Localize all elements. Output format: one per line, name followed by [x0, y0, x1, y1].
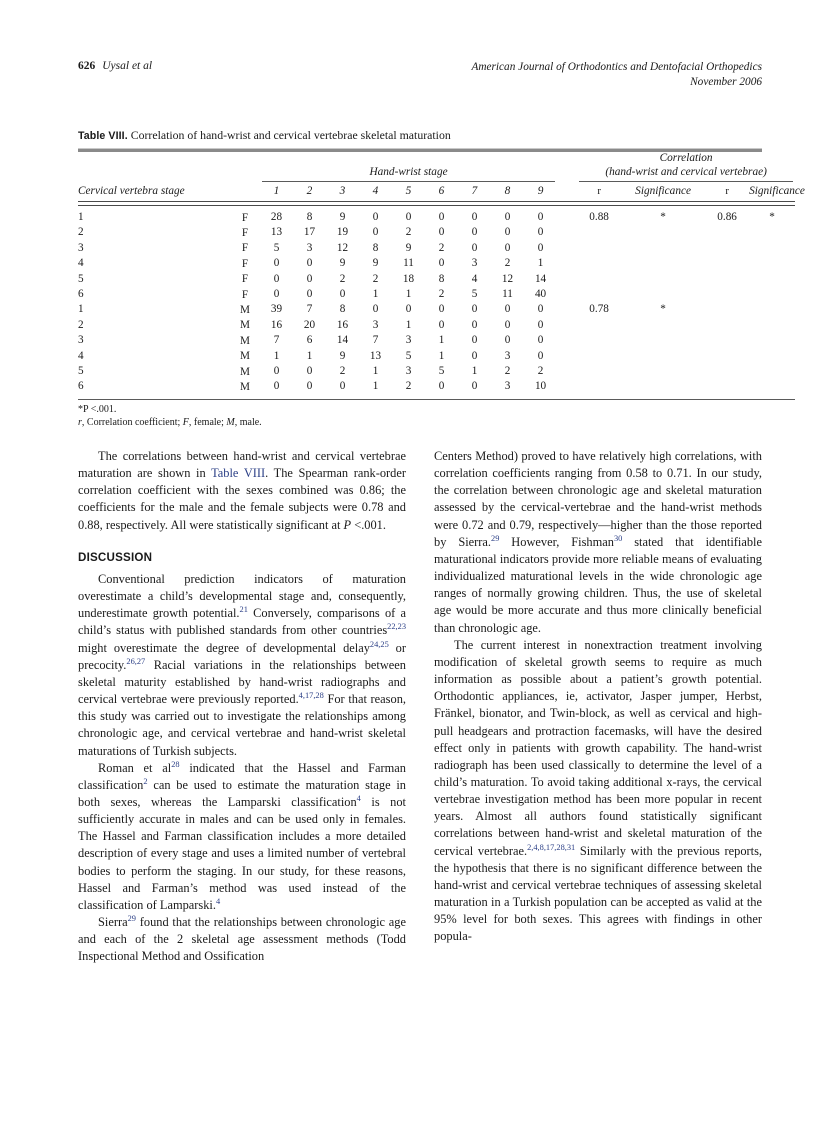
cell-significance-2 — [749, 348, 795, 363]
cell-spacer — [557, 348, 577, 363]
cell-hand-wrist-stage-1: 1 — [273, 349, 280, 362]
reference-29[interactable]: 29 — [127, 913, 136, 923]
cell-r-1 — [577, 333, 621, 348]
cell-cervical-stage: 2 — [78, 226, 84, 239]
cell-hand-wrist-stage-3: 9 — [339, 257, 346, 270]
cell-spacer — [557, 333, 577, 348]
cell-significance-2 — [749, 363, 795, 378]
cell-spacer — [557, 379, 577, 394]
cell-hand-wrist-stage-5: 2 — [405, 380, 412, 393]
cell-hand-wrist-stage-2: 0 — [306, 287, 313, 300]
cell-sex: F — [241, 257, 249, 270]
cell-cervical-stage: 6 — [78, 380, 84, 393]
cell-hand-wrist-stage-3: 0 — [339, 287, 346, 300]
cell-hand-wrist-stage-5: 3 — [405, 364, 412, 377]
cell-hand-wrist-stage-6: 0 — [438, 303, 445, 316]
cell-hand-wrist-stage-9: 40 — [534, 287, 547, 300]
cell-hand-wrist-stage-9: 2 — [537, 364, 544, 377]
cell-r-2 — [705, 240, 749, 255]
cell-spacer — [557, 271, 577, 286]
group-header-correlation — [577, 152, 795, 185]
cell-hand-wrist-stage-5: 5 — [405, 349, 412, 362]
cell-r-1 — [577, 286, 621, 301]
cell-hand-wrist-stage-5: 18 — [402, 272, 415, 285]
cell-spacer — [557, 317, 577, 332]
right-column — [434, 448, 762, 946]
text-run: The current interest in nonextraction treatment involving modification of skeletal growth seems to require as much information as possible about a patient’s growth potential. Orthodontic appliances, ie, activator, Jasper jumper, Herbst, Fränkel, bionator, and Twin-block, as well as cervical and high-pull headgears and protraction facemasks, will have the desired effect only in patients with growth capability. The hand-wrist radiograph has been used classically to determine the level of a child’s maturation. To avoid taking additional x-rays, the cervical vertebrae investigation method has been more popular in recent years. Almost all authors found statistically significant correlations between hand-wrist and skeletal maturation of the cervical vertebrae. — [434, 637, 762, 858]
table-row — [78, 206, 795, 225]
cell-hand-wrist-stage-3: 8 — [339, 303, 346, 316]
text-run: indicated that the Hassel and Farman classification — [78, 760, 406, 792]
cell-r-2 — [705, 302, 749, 317]
journal-title: American Journal of Orthodontics and Dentofacial Orthopedics — [471, 61, 762, 73]
text-run: can be used to estimate the maturation stage in both sexes, whereas the Lamparski classification — [78, 777, 406, 809]
cell-hand-wrist-stage-8: 0 — [504, 211, 511, 223]
cell-spacer — [557, 302, 577, 317]
text-run: or precocity. — [78, 640, 406, 672]
cell-r-2 — [705, 348, 749, 363]
paragraph-sierra — [78, 914, 406, 965]
text-run: Conventional prediction indicators of maturation overestimate a child’s developmental stage and, consequently, underestimate growth potential. — [78, 571, 406, 621]
cell-hand-wrist-stage-5: 0 — [405, 211, 412, 223]
cell-hand-wrist-stage-7: 1 — [471, 364, 478, 377]
column-header-hw-9: 9 — [537, 185, 544, 197]
text-run: . The Spearman rank-order correlation coefficient with the sexes combined was 0.86; the coefficients for the male and the female subjects were 0.78 and 0.88, respectively. All were statistically significant at — [78, 466, 406, 532]
reference-26-27[interactable]: 26,27 — [126, 656, 146, 666]
cell-sex: M — [240, 319, 250, 332]
cell-significance-2 — [749, 286, 795, 301]
cell-significance-1 — [621, 286, 705, 301]
cell-spacer — [557, 286, 577, 301]
abbrev-m: M — [226, 417, 235, 429]
cell-r-1: 0.88 — [589, 211, 609, 223]
cell-significance-1 — [621, 256, 705, 271]
cell-spacer — [557, 363, 577, 378]
cell-hand-wrist-stage-3: 2 — [339, 364, 346, 377]
cell-significance-1 — [621, 379, 705, 394]
table-group-header-row — [78, 152, 795, 185]
page-folio: 626 — [78, 60, 96, 72]
text-run: Racial variations in the relationships between skeletal maturity established by hand-wrist radiographs and cervical vertebrae were previously reported. — [78, 657, 406, 707]
cell-spacer — [557, 206, 577, 225]
cell-significance-2: * — [769, 211, 775, 223]
text-run: <.001. — [351, 517, 386, 532]
cell-r-1: 0.78 — [589, 303, 609, 316]
cell-hand-wrist-stage-4: 1 — [372, 364, 379, 377]
cell-hand-wrist-stage-9: 0 — [537, 349, 544, 362]
cell-hand-wrist-stage-7: 0 — [471, 318, 478, 331]
cell-hand-wrist-stage-5: 0 — [405, 303, 412, 316]
table-column-header-row — [78, 185, 795, 201]
table-viii-link[interactable]: Table VIII — [211, 466, 266, 481]
cell-hand-wrist-stage-1: 5 — [273, 241, 280, 254]
column-header-r-1: r — [597, 186, 601, 197]
column-header-significance-1: Significance — [635, 185, 692, 197]
text-run: The correlations between hand-wrist and cervical vertebrae maturation are shown in — [78, 449, 406, 481]
table-row — [78, 225, 795, 240]
cell-hand-wrist-stage-3: 16 — [336, 318, 349, 331]
running-head-left — [78, 60, 152, 72]
cell-r-1 — [577, 348, 621, 363]
cell-significance-2 — [749, 225, 795, 240]
cell-hand-wrist-stage-2: 20 — [303, 318, 316, 331]
cell-r-2 — [705, 363, 749, 378]
cell-hand-wrist-stage-3: 12 — [336, 241, 349, 254]
cell-significance-1 — [621, 333, 705, 348]
group-header-hand-wrist: Hand-wrist stage — [260, 152, 557, 185]
text-run: might overestimate the degree of developmental delay — [78, 640, 370, 655]
cell-cervical-stage: 5 — [78, 272, 84, 285]
reference-29-sierra[interactable]: 29 — [491, 533, 500, 543]
cell-spacer — [557, 240, 577, 255]
cell-significance-2 — [749, 256, 795, 271]
table-row — [78, 256, 795, 271]
table-row — [78, 333, 795, 348]
cell-significance-1 — [621, 348, 705, 363]
abbrev-r: r — [78, 417, 82, 429]
reference-4-17-28[interactable]: 4,17,28 — [298, 690, 324, 700]
cell-r-1 — [577, 225, 621, 240]
cell-hand-wrist-stage-9: 1 — [537, 257, 544, 270]
cell-cervical-stage: 6 — [78, 287, 84, 300]
column-header-significance-2: Significance — [749, 185, 805, 197]
cell-cervical-stage: 2 — [78, 318, 84, 331]
cell-significance-2 — [749, 379, 795, 394]
table-viii — [78, 128, 805, 430]
cell-hand-wrist-stage-5: 11 — [403, 257, 414, 270]
table-footnote-abbreviations — [78, 416, 762, 429]
column-header-stub: Cervical vertebra stage — [78, 185, 185, 197]
cell-hand-wrist-stage-9: 0 — [537, 226, 544, 239]
abbrev-r-def: , Correlation coefficient; — [81, 417, 183, 429]
cell-hand-wrist-stage-1: 0 — [273, 287, 280, 300]
cell-significance-1 — [621, 225, 705, 240]
left-column — [78, 448, 406, 966]
table-row — [78, 379, 795, 394]
table-label: Table VIII. — [78, 130, 128, 142]
cell-spacer — [557, 225, 577, 240]
cell-hand-wrist-stage-6: 1 — [438, 334, 445, 347]
cell-hand-wrist-stage-7: 3 — [471, 257, 478, 270]
cell-r-1 — [577, 256, 621, 271]
reference-2-4-8-17-28-31[interactable]: 2,4,8,17,28,31 — [527, 842, 576, 852]
cell-hand-wrist-stage-4: 9 — [372, 257, 379, 270]
cell-hand-wrist-stage-9: 14 — [534, 272, 547, 285]
reference-24-25[interactable]: 24,25 — [369, 639, 389, 649]
cell-sex: F — [241, 273, 249, 286]
cell-r-1 — [577, 317, 621, 332]
cell-hand-wrist-stage-9: 0 — [537, 303, 544, 316]
running-head-right — [471, 60, 762, 90]
cell-cervical-stage: 3 — [78, 241, 84, 254]
abbrev-f: F — [182, 417, 189, 429]
running-head — [78, 60, 762, 100]
table-grid — [78, 152, 805, 400]
text-run: is not sufficiently accurate in males and can be used only in females. The Hassel and Farman classification includes a more detailed description of every stage and uses a limited number of vertebral bodies to perform the staging. In our study, for these reasons, Hassel and Farman’s method was used instead of the classification of Lamparski. — [78, 794, 407, 912]
cell-significance-1: * — [660, 211, 666, 223]
cell-hand-wrist-stage-7: 4 — [471, 272, 478, 285]
column-header-hw-4: 4 — [372, 185, 379, 197]
column-header-r-2: r — [725, 186, 729, 197]
cell-hand-wrist-stage-8: 0 — [504, 226, 511, 239]
cell-hand-wrist-stage-3: 2 — [339, 272, 346, 285]
cell-r-2 — [705, 286, 749, 301]
cell-hand-wrist-stage-8: 2 — [504, 364, 511, 377]
cell-hand-wrist-stage-7: 0 — [471, 226, 478, 239]
cell-r-1 — [577, 379, 621, 394]
cell-hand-wrist-stage-1: 0 — [273, 364, 280, 377]
paragraph-roman-classification — [78, 760, 406, 914]
cell-hand-wrist-stage-4: 2 — [372, 272, 379, 285]
cell-cervical-stage: 1 — [78, 211, 84, 223]
cell-hand-wrist-stage-6: 2 — [438, 287, 445, 300]
cell-hand-wrist-stage-2: 0 — [306, 380, 313, 393]
cell-hand-wrist-stage-8: 3 — [504, 349, 511, 362]
cell-significance-2 — [749, 302, 795, 317]
cell-sex: M — [240, 334, 250, 347]
cell-hand-wrist-stage-2: 3 — [306, 241, 313, 254]
cell-hand-wrist-stage-6: 0 — [438, 257, 445, 270]
cell-hand-wrist-stage-6: 0 — [438, 211, 445, 223]
table-row — [78, 302, 795, 317]
text-run: Roman et al — [98, 760, 172, 775]
reference-30[interactable]: 30 — [613, 533, 623, 543]
cell-hand-wrist-stage-8: 11 — [502, 287, 513, 300]
cell-hand-wrist-stage-4: 3 — [372, 318, 379, 331]
cell-significance-2 — [749, 271, 795, 286]
abbrev-m-def: , male. — [234, 417, 262, 429]
cell-cervical-stage: 1 — [78, 303, 84, 316]
cell-hand-wrist-stage-8: 12 — [501, 272, 514, 285]
cell-hand-wrist-stage-7: 0 — [471, 211, 478, 223]
cell-hand-wrist-stage-3: 14 — [336, 334, 349, 347]
column-header-hw-1: 1 — [273, 185, 280, 197]
cell-hand-wrist-stage-1: 7 — [273, 334, 280, 347]
cell-hand-wrist-stage-1: 16 — [270, 318, 283, 331]
cell-hand-wrist-stage-2: 0 — [306, 272, 313, 285]
cell-hand-wrist-stage-9: 0 — [537, 334, 544, 347]
cell-r-2 — [705, 317, 749, 332]
cell-significance-1 — [621, 271, 705, 286]
cell-significance-2 — [749, 333, 795, 348]
cell-hand-wrist-stage-1: 0 — [273, 272, 280, 285]
paragraph-centers-method — [434, 448, 762, 637]
cell-r-2 — [705, 225, 749, 240]
cell-hand-wrist-stage-6: 1 — [438, 349, 445, 362]
table-row — [78, 286, 795, 301]
paragraph-nonextraction-treatment — [434, 637, 762, 946]
cell-hand-wrist-stage-8: 2 — [504, 257, 511, 270]
text-run: found that the relationships between chronologic age and each of the 2 skeletal age assessment methods (Todd Inspectional Method and Ossification — [78, 915, 406, 964]
cell-hand-wrist-stage-3: 9 — [339, 211, 346, 223]
cell-sex: F — [241, 211, 249, 224]
cell-hand-wrist-stage-6: 8 — [438, 272, 445, 285]
cell-hand-wrist-stage-8: 3 — [504, 380, 511, 393]
cell-hand-wrist-stage-2: 6 — [306, 334, 313, 347]
cell-significance-1 — [621, 240, 705, 255]
cell-hand-wrist-stage-4: 1 — [372, 380, 379, 393]
text-run: Similarly with the previous reports, the hypothesis that there is no significant difference between the hand-wrist and cervical vertebrae techniques of assessing skeletal maturation in a Turkish population can be accepted as valid at the 95% level for both sexes. This agrees with findings in other popula- — [434, 843, 763, 944]
cell-hand-wrist-stage-2: 0 — [306, 257, 313, 270]
table-row — [78, 363, 795, 378]
body-columns — [78, 448, 762, 1068]
table-row — [78, 348, 795, 363]
cell-hand-wrist-stage-7: 0 — [471, 303, 478, 316]
cell-hand-wrist-stage-6: 0 — [438, 226, 445, 239]
text-run: However, Fishman — [499, 534, 614, 549]
cell-hand-wrist-stage-3: 9 — [339, 349, 346, 362]
cell-sex: F — [241, 226, 249, 239]
column-header-hw-7: 7 — [471, 185, 478, 197]
cell-hand-wrist-stage-4: 8 — [372, 241, 379, 254]
cell-cervical-stage: 3 — [78, 334, 84, 347]
cell-sex: M — [240, 380, 250, 393]
reference-2[interactable]: 2 — [143, 776, 148, 786]
cell-hand-wrist-stage-4: 1 — [372, 287, 379, 300]
cell-hand-wrist-stage-7: 0 — [471, 380, 478, 393]
reference-28[interactable]: 28 — [171, 759, 180, 769]
cell-r-2: 0.86 — [717, 211, 737, 223]
cell-significance-2 — [749, 240, 795, 255]
cell-spacer — [557, 256, 577, 271]
table-row — [78, 317, 795, 332]
cell-r-2 — [705, 333, 749, 348]
cell-hand-wrist-stage-1: 39 — [270, 303, 283, 316]
paragraph-results-correlation — [78, 448, 406, 534]
cell-hand-wrist-stage-9: 0 — [537, 241, 544, 254]
column-header-hw-3: 3 — [339, 185, 346, 197]
cell-sex: F — [241, 242, 249, 255]
cell-significance-2 — [749, 317, 795, 332]
cell-cervical-stage: 4 — [78, 257, 84, 270]
cell-significance-1: * — [660, 303, 666, 316]
cell-sex: M — [240, 303, 250, 316]
cell-hand-wrist-stage-2: 17 — [303, 226, 316, 239]
column-header-hw-8: 8 — [504, 185, 511, 197]
cell-hand-wrist-stage-6: 0 — [438, 318, 445, 331]
cell-hand-wrist-stage-5: 2 — [405, 226, 412, 239]
cell-hand-wrist-stage-8: 0 — [504, 241, 511, 254]
column-header-hw-6: 6 — [438, 185, 445, 197]
cell-hand-wrist-stage-1: 28 — [270, 211, 283, 223]
running-head-authors: Uysal et al — [102, 60, 153, 72]
cell-r-1 — [577, 363, 621, 378]
cell-hand-wrist-stage-8: 0 — [504, 318, 511, 331]
cell-hand-wrist-stage-5: 9 — [405, 241, 412, 254]
table-caption — [78, 128, 762, 144]
cell-hand-wrist-stage-4: 7 — [372, 334, 379, 347]
correlation-title-line2: (hand-wrist and cervical vertebrae) — [605, 165, 767, 178]
column-header-hw-5: 5 — [405, 185, 412, 197]
cell-cervical-stage: 4 — [78, 349, 84, 362]
reference-21[interactable]: 21 — [239, 605, 248, 615]
cell-hand-wrist-stage-1: 0 — [273, 380, 280, 393]
abbrev-f-def: , female; — [188, 417, 227, 429]
cell-sex: M — [240, 365, 250, 378]
table-row — [78, 271, 795, 286]
section-heading-discussion: DISCUSSION — [78, 550, 153, 564]
cell-hand-wrist-stage-4: 0 — [372, 226, 379, 239]
cell-hand-wrist-stage-7: 0 — [471, 334, 478, 347]
table-body — [78, 206, 795, 394]
cell-hand-wrist-stage-6: 0 — [438, 380, 445, 393]
cell-r-2 — [705, 379, 749, 394]
cell-hand-wrist-stage-5: 1 — [405, 287, 412, 300]
reference-4-lamparski[interactable]: 4 — [215, 896, 221, 906]
cell-hand-wrist-stage-2: 1 — [306, 349, 313, 362]
reference-4[interactable]: 4 — [356, 793, 361, 803]
table-row — [78, 240, 795, 255]
text-run: Sierra — [98, 915, 128, 930]
cell-hand-wrist-stage-1: 0 — [273, 257, 280, 270]
cell-hand-wrist-stage-2: 7 — [306, 303, 313, 316]
cell-significance-1 — [621, 363, 705, 378]
reference-22-23[interactable]: 22,23 — [387, 622, 406, 632]
cell-hand-wrist-stage-3: 19 — [336, 226, 349, 239]
cell-hand-wrist-stage-2: 8 — [306, 211, 313, 223]
table-caption-text: Correlation of hand-wrist and cervical vertebrae skeletal maturation — [130, 128, 451, 142]
cell-hand-wrist-stage-5: 1 — [405, 318, 412, 331]
cell-hand-wrist-stage-6: 5 — [438, 364, 445, 377]
italic-p: P — [343, 517, 352, 532]
cell-r-2 — [705, 256, 749, 271]
cell-r-1 — [577, 271, 621, 286]
cell-hand-wrist-stage-2: 0 — [306, 364, 313, 377]
cell-hand-wrist-stage-5: 3 — [405, 334, 412, 347]
text-run: Conversely, comparisons of a child’s status with published standards from other countries — [78, 606, 406, 638]
table-footnote-significance: *P <.001. — [78, 404, 117, 416]
cell-hand-wrist-stage-4: 0 — [372, 211, 379, 223]
cell-hand-wrist-stage-7: 5 — [471, 287, 478, 300]
cell-hand-wrist-stage-7: 0 — [471, 349, 478, 362]
cell-r-1 — [577, 240, 621, 255]
cell-hand-wrist-stage-7: 0 — [471, 241, 478, 254]
cell-sex: M — [240, 350, 250, 363]
correlation-title-line1: Correlation — [659, 152, 713, 164]
issue-date: November 2006 — [690, 76, 762, 88]
cell-cervical-stage: 5 — [78, 364, 84, 377]
cell-hand-wrist-stage-6: 2 — [438, 241, 445, 254]
cell-significance-1 — [621, 317, 705, 332]
cell-hand-wrist-stage-9: 0 — [537, 318, 544, 331]
text-run: Centers Method) proved to have relatively high correlations, with correlation coefficients ranging from 0.58 to 0.71. In our study, the correlation between chronologic age and skeletal maturation assessed by the cervical-vertebrae and the hand-wrist methods were 0.72 and 0.79, respectively—higher than the those reported by Sierra. — [434, 449, 762, 549]
cell-hand-wrist-stage-8: 0 — [504, 303, 511, 316]
text-run: For that reason, this study was carried out to investigate the relationships among chronologic age, and cervical vertebrae and hand-wrist skeletal maturations of Turkish subjects. — [78, 692, 406, 758]
paragraph-prediction-indicators — [78, 571, 406, 760]
cell-hand-wrist-stage-9: 10 — [534, 380, 547, 393]
cell-hand-wrist-stage-4: 13 — [369, 349, 382, 362]
cell-hand-wrist-stage-9: 0 — [537, 211, 544, 223]
cell-hand-wrist-stage-3: 0 — [339, 380, 346, 393]
cell-sex: F — [241, 288, 249, 301]
cell-hand-wrist-stage-1: 13 — [270, 226, 283, 239]
cell-hand-wrist-stage-8: 0 — [504, 334, 511, 347]
cell-hand-wrist-stage-4: 0 — [372, 303, 379, 316]
column-header-hw-2: 2 — [306, 185, 313, 197]
text-run: stated that identifiable maturational indicators provide more reliable means of evaluating individualized maturational levels in the wide chronologic age ranges of normally growing children. Thus, the use of skeletal age would be more accurate and thus more clinically beneficial than chronologic age. — [434, 534, 762, 635]
cell-r-2 — [705, 271, 749, 286]
